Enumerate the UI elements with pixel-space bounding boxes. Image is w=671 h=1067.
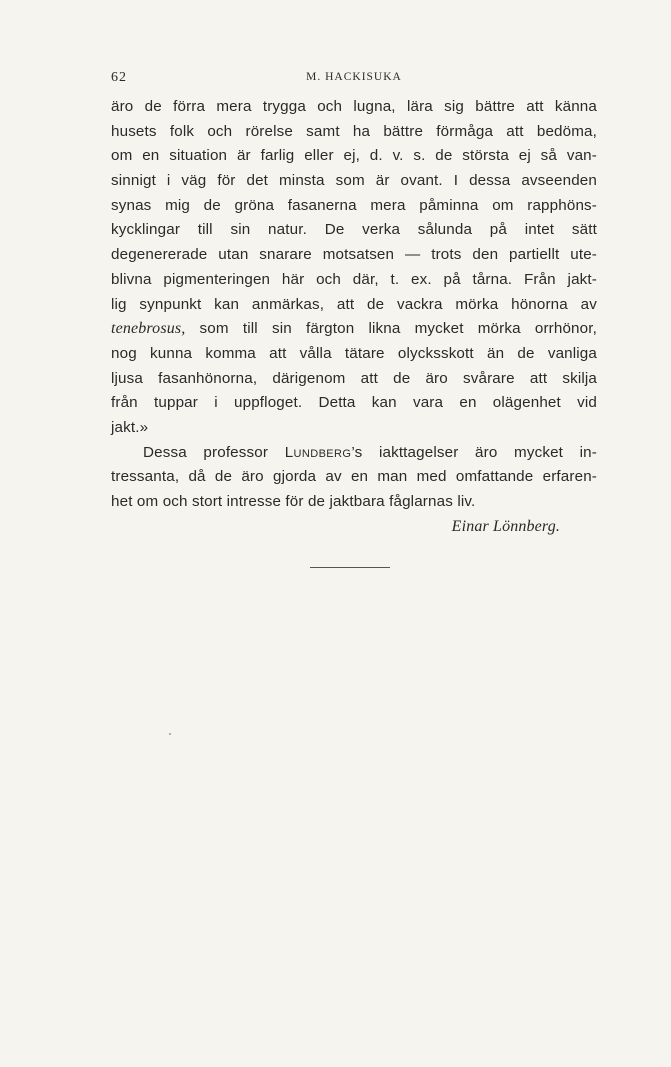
text-fragment: som till sin färgton likna mycket mörka orrhönor, [185, 320, 597, 338]
text-line: nog kunna komma att vålla tätare olycksskott än de vanliga [111, 344, 597, 362]
signature: Einar Lönnberg. [451, 517, 560, 535]
text-line: jakt.» [111, 418, 149, 436]
running-head: M. HACKISUKA [306, 71, 402, 83]
page-number: 62 [111, 70, 127, 85]
text-line: äro de förra mera trygga och lugna, lära sig bättre att känna [111, 98, 597, 115]
text-line: synas mig de gröna fasanerna mera påminna om rapphöns- [111, 196, 597, 214]
text-line [111, 441, 597, 466]
body-text [111, 95, 597, 539]
section-divider [310, 567, 390, 568]
text-line: om en situation är farlig eller ej, d. v. s. de största ej så van- [111, 147, 597, 165]
text-line: het om och stort intresse för de jaktbara fåglarnas liv. [111, 493, 476, 510]
text-line: från tuppar i uppfloget. Detta kan vara en olägenhet vid [111, 394, 597, 412]
species-name: tenebrosus, [111, 320, 186, 338]
text-line: sinnigt i väg för det minsta som är ovant. I dessa avseenden [111, 172, 597, 190]
author-name: Lundberg [284, 443, 352, 461]
text-fragment: ’s iakttagelser äro mycket in- [351, 443, 597, 461]
text-line: degenererade utan snarare motsatsen — trots den partiellt ute- [111, 246, 597, 264]
text-line: ljusa fasanhönorna, därigenom att de äro svårare att skilja [111, 369, 597, 387]
paper-speck [169, 733, 171, 735]
text-line: blivna pigmenteringen här och där, t. ex. på tårna. Från jakt- [111, 270, 597, 288]
text-line: husets folk och rörelse samt ha bättre förmåga att bedöma, [111, 122, 597, 140]
text-line: kycklingar till sin natur. De verka sålunda på intet sätt [111, 221, 597, 239]
page-header [111, 70, 597, 90]
text-line [111, 317, 597, 342]
text-line: lig synpunkt kan anmärkas, att de vackra mörka hönorna av [111, 295, 597, 313]
text-line: tressanta, då de äro gjorda av en man med omfattande erfaren- [111, 468, 597, 486]
text-fragment: Dessa professor [143, 443, 285, 461]
